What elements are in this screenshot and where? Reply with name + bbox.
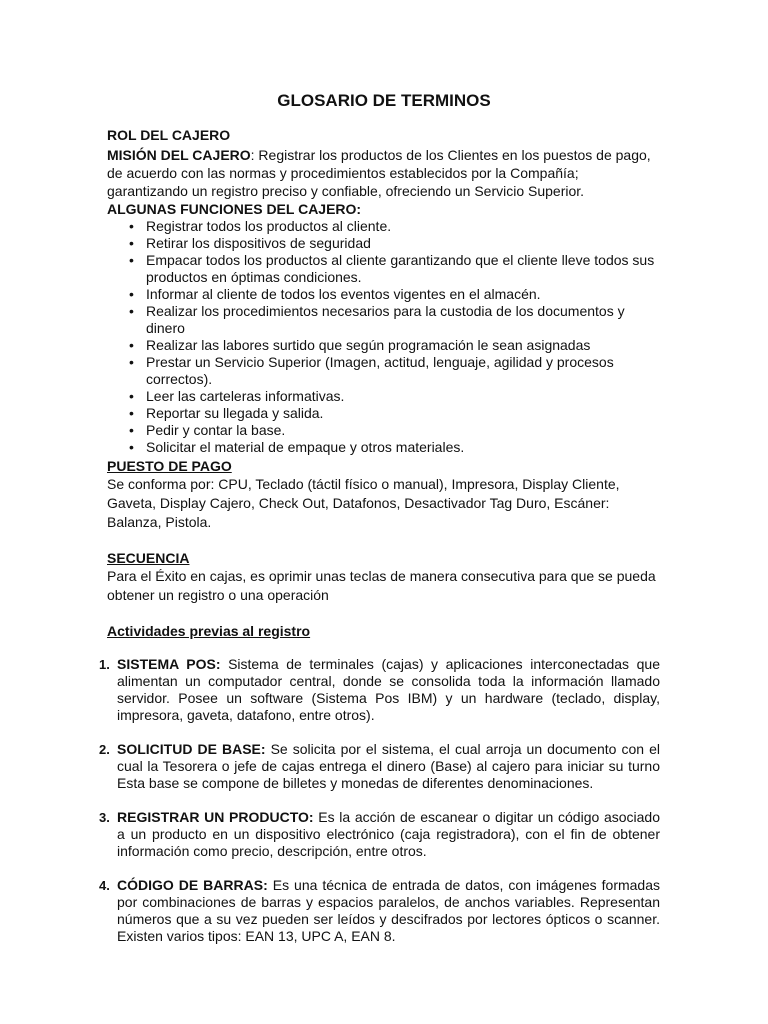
list-item: • Realizar las labores surtido que según programación le sean asignadas bbox=[129, 337, 660, 354]
puesto-heading: PUESTO DE PAGO bbox=[107, 458, 232, 474]
list-item: • Realizar los procedimientos necesarios para la custodia de los documentos y dinero bbox=[129, 303, 660, 337]
spacer bbox=[117, 860, 660, 877]
item-text: Se solicita por el sistema, el cual arroja un documento con el cual la Tesorera o jefe de cajas entrega el dinero (Base) al cajero para iniciar su turno Esta base se compone de billetes y monedas de diferentes denominaciones. bbox=[117, 741, 660, 791]
item-label: SISTEMA POS: bbox=[117, 656, 221, 672]
item-label: CÓDIGO DE BARRAS: bbox=[117, 877, 268, 893]
spacer bbox=[117, 792, 660, 809]
mision-text: : Registrar los productos de los Clientes en los puestos de pago, de acuerdo con las normas y procedimientos establecidos por la Compañía; garantizando un registro preciso y confiable, ofreciendo un Servicio Superior. bbox=[107, 147, 651, 199]
item-number: 4. bbox=[99, 878, 110, 893]
list-item: • Pedir y contar la base. bbox=[129, 422, 660, 439]
spacer bbox=[107, 640, 660, 656]
secuencia-text: Para el Éxito en cajas, es oprimir unas teclas de manera consecutiva para que se pueda obtener un registro o una operación bbox=[107, 568, 656, 603]
list-item: • Retirar los dispositivos de seguridad bbox=[129, 235, 660, 252]
item-label: REGISTRAR UN PRODUCTO: bbox=[117, 809, 314, 825]
funciones-list bbox=[129, 218, 660, 456]
list-item: • Leer las carteleras informativas. bbox=[129, 388, 660, 405]
item-number: 3. bbox=[99, 810, 110, 825]
list-item: • Solicitar el material de empaque y otros materiales. bbox=[129, 439, 660, 456]
item-text: Sistema de terminales (cajas) y aplicaciones interconectadas que alimentan un computador central, donde se consolida toda la información llamado servidor. Posee un software (Sistema Pos IBM) y un hardware (teclado, display, impresora, gaveta, datafono, entre otros). bbox=[117, 656, 660, 723]
rol-heading: ROL DEL CAJERO bbox=[107, 127, 231, 143]
actividades-heading: Actividades previas al registro bbox=[107, 623, 311, 639]
secuencia-heading: SECUENCIA bbox=[107, 550, 190, 566]
document-title: GLOSARIO DE TERMINOS bbox=[277, 91, 491, 110]
spacer bbox=[107, 532, 660, 549]
item-number: 2. bbox=[99, 742, 110, 757]
spacer bbox=[107, 605, 660, 622]
list-item: • Informar al cliente de todos los eventos vigentes en el almacén. bbox=[129, 286, 660, 303]
mision-paragraph bbox=[107, 146, 660, 200]
item-number: 1. bbox=[99, 657, 110, 672]
puesto-text: Se conforma por: CPU, Teclado (táctil físico o manual), Impresora, Display Cliente, Gaveta, Display Cajero, Check Out, Datafonos, Desactivador Tag Duro, Escáner: Balanza, Pistola. bbox=[107, 476, 620, 530]
list-item bbox=[99, 741, 660, 792]
funciones-heading: ALGUNAS FUNCIONES DEL CAJERO: bbox=[107, 201, 362, 217]
mision-label: MISIÓN DEL CAJERO bbox=[107, 147, 251, 163]
list-item: • Reportar su llegada y salida. bbox=[129, 405, 660, 422]
spacer bbox=[117, 724, 660, 741]
list-item bbox=[99, 877, 660, 945]
item-text: Es una técnica de entrada de datos, con imágenes formadas por combinaciones de barras y espacios paralelos, de anchos variables. Representan números que a su vez pueden ser leídos y descifrados por lectores ópticos o scanner. Existen varios tipos: EAN 13, UPC A, EAN 8. bbox=[117, 877, 660, 944]
document-content bbox=[99, 126, 660, 945]
list-item: • Prestar un Servicio Superior (Imagen, actitud, lenguaje, agilidad y procesos correctos). bbox=[129, 354, 660, 388]
list-item: • Empacar todos los productos al cliente garantizando que el cliente lleve todos sus productos en óptimas condiciones. bbox=[129, 252, 660, 286]
item-text: Es la acción de escanear o digitar un código asociado a un producto en un dispositivo electrónico (caja registradora), con el fin de obtener información como precio, descripción, entre otros. bbox=[117, 809, 660, 859]
list-item bbox=[99, 809, 660, 860]
list-item bbox=[99, 656, 660, 724]
list-item: • Registrar todos los productos al cliente. bbox=[129, 218, 660, 235]
actividades-list bbox=[99, 656, 660, 945]
item-label: SOLICITUD DE BASE: bbox=[117, 741, 266, 757]
